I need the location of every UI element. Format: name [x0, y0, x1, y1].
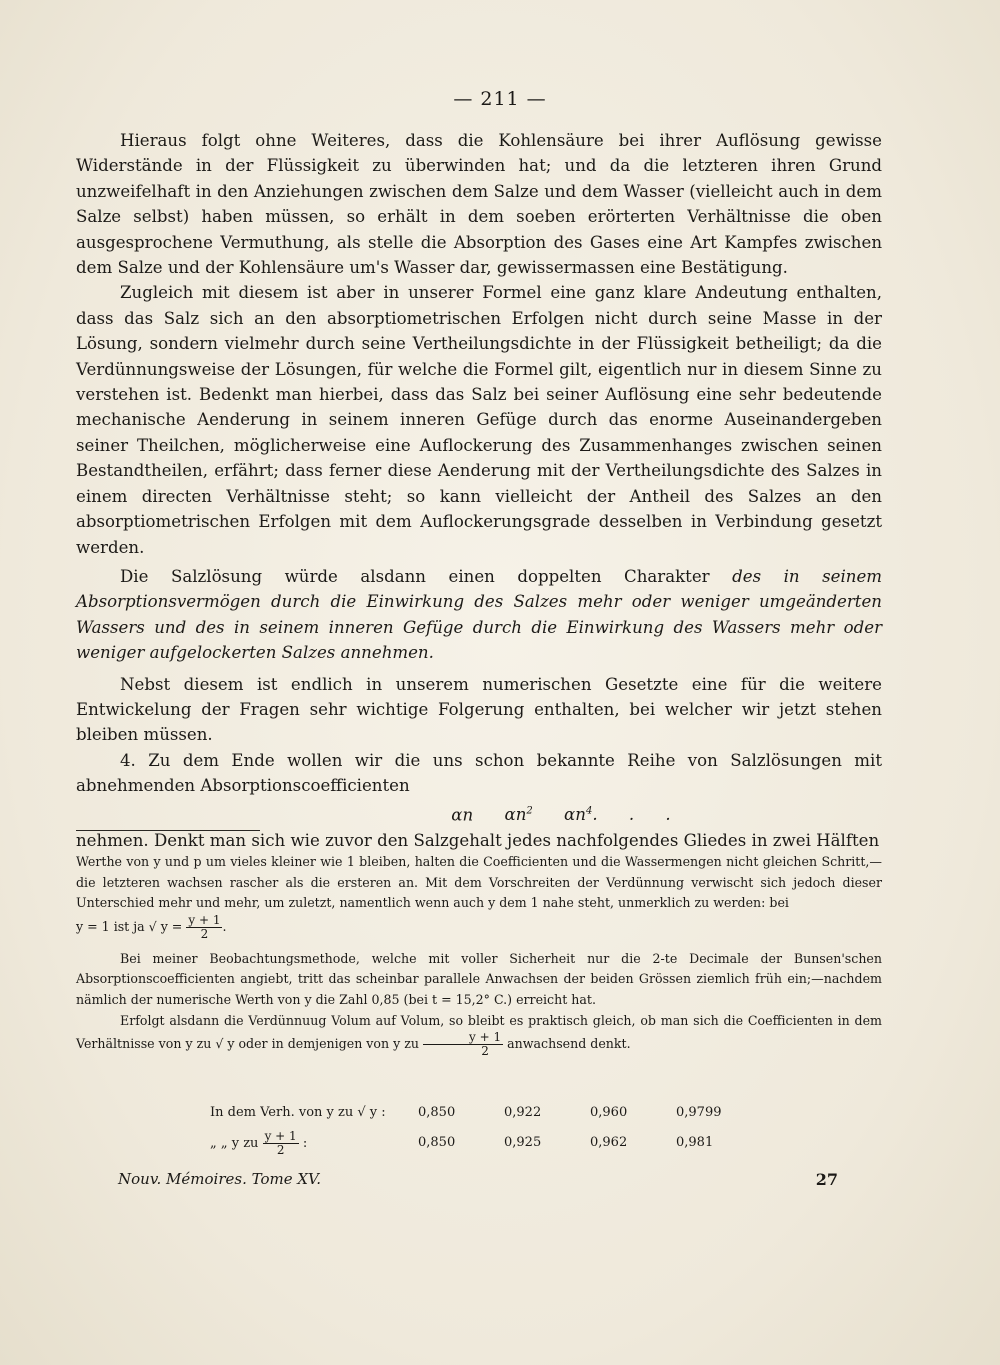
page-footer [118, 1170, 838, 1189]
fraction: $\frac{y + 1}{2}$ [188, 912, 221, 941]
formula-term-3: $\alpha n^4$. . . [564, 805, 671, 825]
fraction: $\frac{y + 1}{2}$ [264, 1128, 297, 1157]
page-number: — 211 — [453, 88, 547, 110]
formula-term-1: αn [451, 805, 474, 825]
footnote-rule [76, 830, 260, 831]
sheet-number: 27 [815, 1170, 838, 1189]
table-cell: 0,850 [418, 1135, 456, 1150]
signature-line: Nouv. Mémoires. Tome XV. [118, 1170, 322, 1188]
comparison-table [210, 1098, 762, 1158]
paragraph-3-start: Die Salzlösung würde alsdann einen doppelten Charakter [120, 566, 733, 586]
fraction: $\frac{y + 1}{2}$ [423, 1031, 503, 1058]
footnote-2: Bei meiner Beobachtungsmethode, welche mit voller Sicherheit nur die 2-te Decimale der Bunsen'schen Absorptionscoefficienten angiebt, tritt das scheinbar parallele Anwachsen der beiden Grössen ziemlich früh ein;—nachdem nämlich der numerische Werth von y die Zahl 0,85 (bei t = 15,2° C.) erreicht hat. [76, 950, 882, 1007]
table-cell: 0,981 [676, 1135, 714, 1150]
paragraph-3-italic: des in seinem Absorptionsvermögen durch die Einwirkung des Salzes mehr oder weniger umgeänderten Wassers und des in seinem inneren Gefüge durch die Einwirkung des Wassers mehr oder weniger aufgelockerten Salzes annehmen. [76, 566, 883, 663]
paragraph-6: nehmen. Denkt man sich wie zuvor den Salzgehalt jedes nachfolgendes Gliedes in zwei Hälften [76, 830, 880, 850]
series-formula [76, 799, 882, 828]
formula-term-2: $\alpha n^2$ [504, 805, 533, 825]
table-row [210, 1098, 762, 1128]
table-cell: 0,925 [504, 1135, 542, 1150]
row-label: In dem Verh. von y zu √ y : [210, 1105, 386, 1120]
row-label: „ „ y zu $\frac{y + 1}{2}$ : [210, 1128, 308, 1157]
footnote-3: Erfolgt alsdann die Verdünnuug Volum auf Volum, so bleibt es praktisch gleich, ob man sich die Coefficienten in dem Verhältnisse von y zu √ y oder in demjenigen von y zu $\frac{y + 1}{2}$ anwachsend denkt. [76, 1012, 882, 1059]
paragraph-3 [76, 564, 882, 666]
table-cell: 0,962 [590, 1135, 628, 1150]
table-cell: 0,922 [504, 1105, 542, 1120]
table-cell: 0,960 [590, 1105, 628, 1120]
footnote-1: Werthe von y und p um vieles kleiner wie 1 bleiben, halten die Coefficienten und die Wassermengen nicht gleichen Schritt,—die letzteren wachsen rascher als die ersteren an. Mit dem Vorschreiten der Verdünnung verwischt sich jedoch dieser Unterschied mehr und mehr, um zuletzt, namentlich wenn auch y dem 1 nahe steht, unmerklich zu werden: bei [76, 854, 882, 911]
main-text [76, 128, 882, 853]
table-row [210, 1128, 762, 1158]
table-cell: 0,9799 [676, 1105, 722, 1120]
footnotes [76, 852, 882, 1058]
paragraph-5: 4. Zu dem Ende wollen wir die uns schon bekannte Reihe von Salzlösungen mit abnehmenden Absorptionscoefficienten [76, 750, 882, 796]
footnote-1-end: y = 1 ist ja √ y = $\frac{y + 1}{2}$ . [76, 912, 227, 941]
table-cell: 0,850 [418, 1105, 456, 1120]
paragraph-2: Zugleich mit diesem ist aber in unserer Formel eine ganz klare Andeutung enthalten, dass das Salz sich an den absorptiometrischen Erfolgen nicht durch seine Masse in der Lösung, sondern vielmehr durch seine Vertheilungsdichte in der Flüssigkeit betheiligt; da die Verdünnungsweise der Lösungen, für welche die Formel gilt, eigentlich nur in diesem Sinne zu verstehen ist. Bedenkt man hierbei, dass das Salz bei seiner Auflösung eine sehr bedeutende mechanische Aenderung in seinem inneren Gefüge durch das enorme Auseinandergeben seiner Theilchen, möglicherweise eine Auflockerung des Zusammenhanges zwischen seinen Bestandtheilen, erfährt; dass ferner diese Aenderung mit der Vertheilungsdichte des Salzes in einem directen Verhältnisse steht; so kann vielleicht der Antheil des Salzes an den absorptiometrischen Erfolgen mit dem Auflockerungsgrade desselben in Verbindung gesetzt werden. [76, 283, 882, 557]
paragraph-1: Hieraus folgt ohne Weiteres, dass die Kohlensäure bei ihrer Auflösung gewisse Widerstände in der Flüssigkeit zu überwinden hat; und da die letzteren ihren Grund unzweifelhaft in den Anziehungen zwischen dem Salze und dem Wasser (vielleicht auch in dem Salze selbst) haben müssen, so erhält in dem soeben erörterten Verhältnisse die oben ausgesprochene Vermuthung, als stelle die Absorption des Gases eine Art Kampfes zwischen dem Salze und der Kohlensäure um's Wasser dar, gewissermassen eine Bestätigung. [76, 131, 882, 278]
paragraph-4: Nebst diesem ist endlich in unserem numerischen Gesetzte eine für die weitere Entwickelung der Fragen sehr wichtige Folgerung enthalten, bei welcher wir jetzt stehen bleiben müssen. [76, 674, 882, 745]
